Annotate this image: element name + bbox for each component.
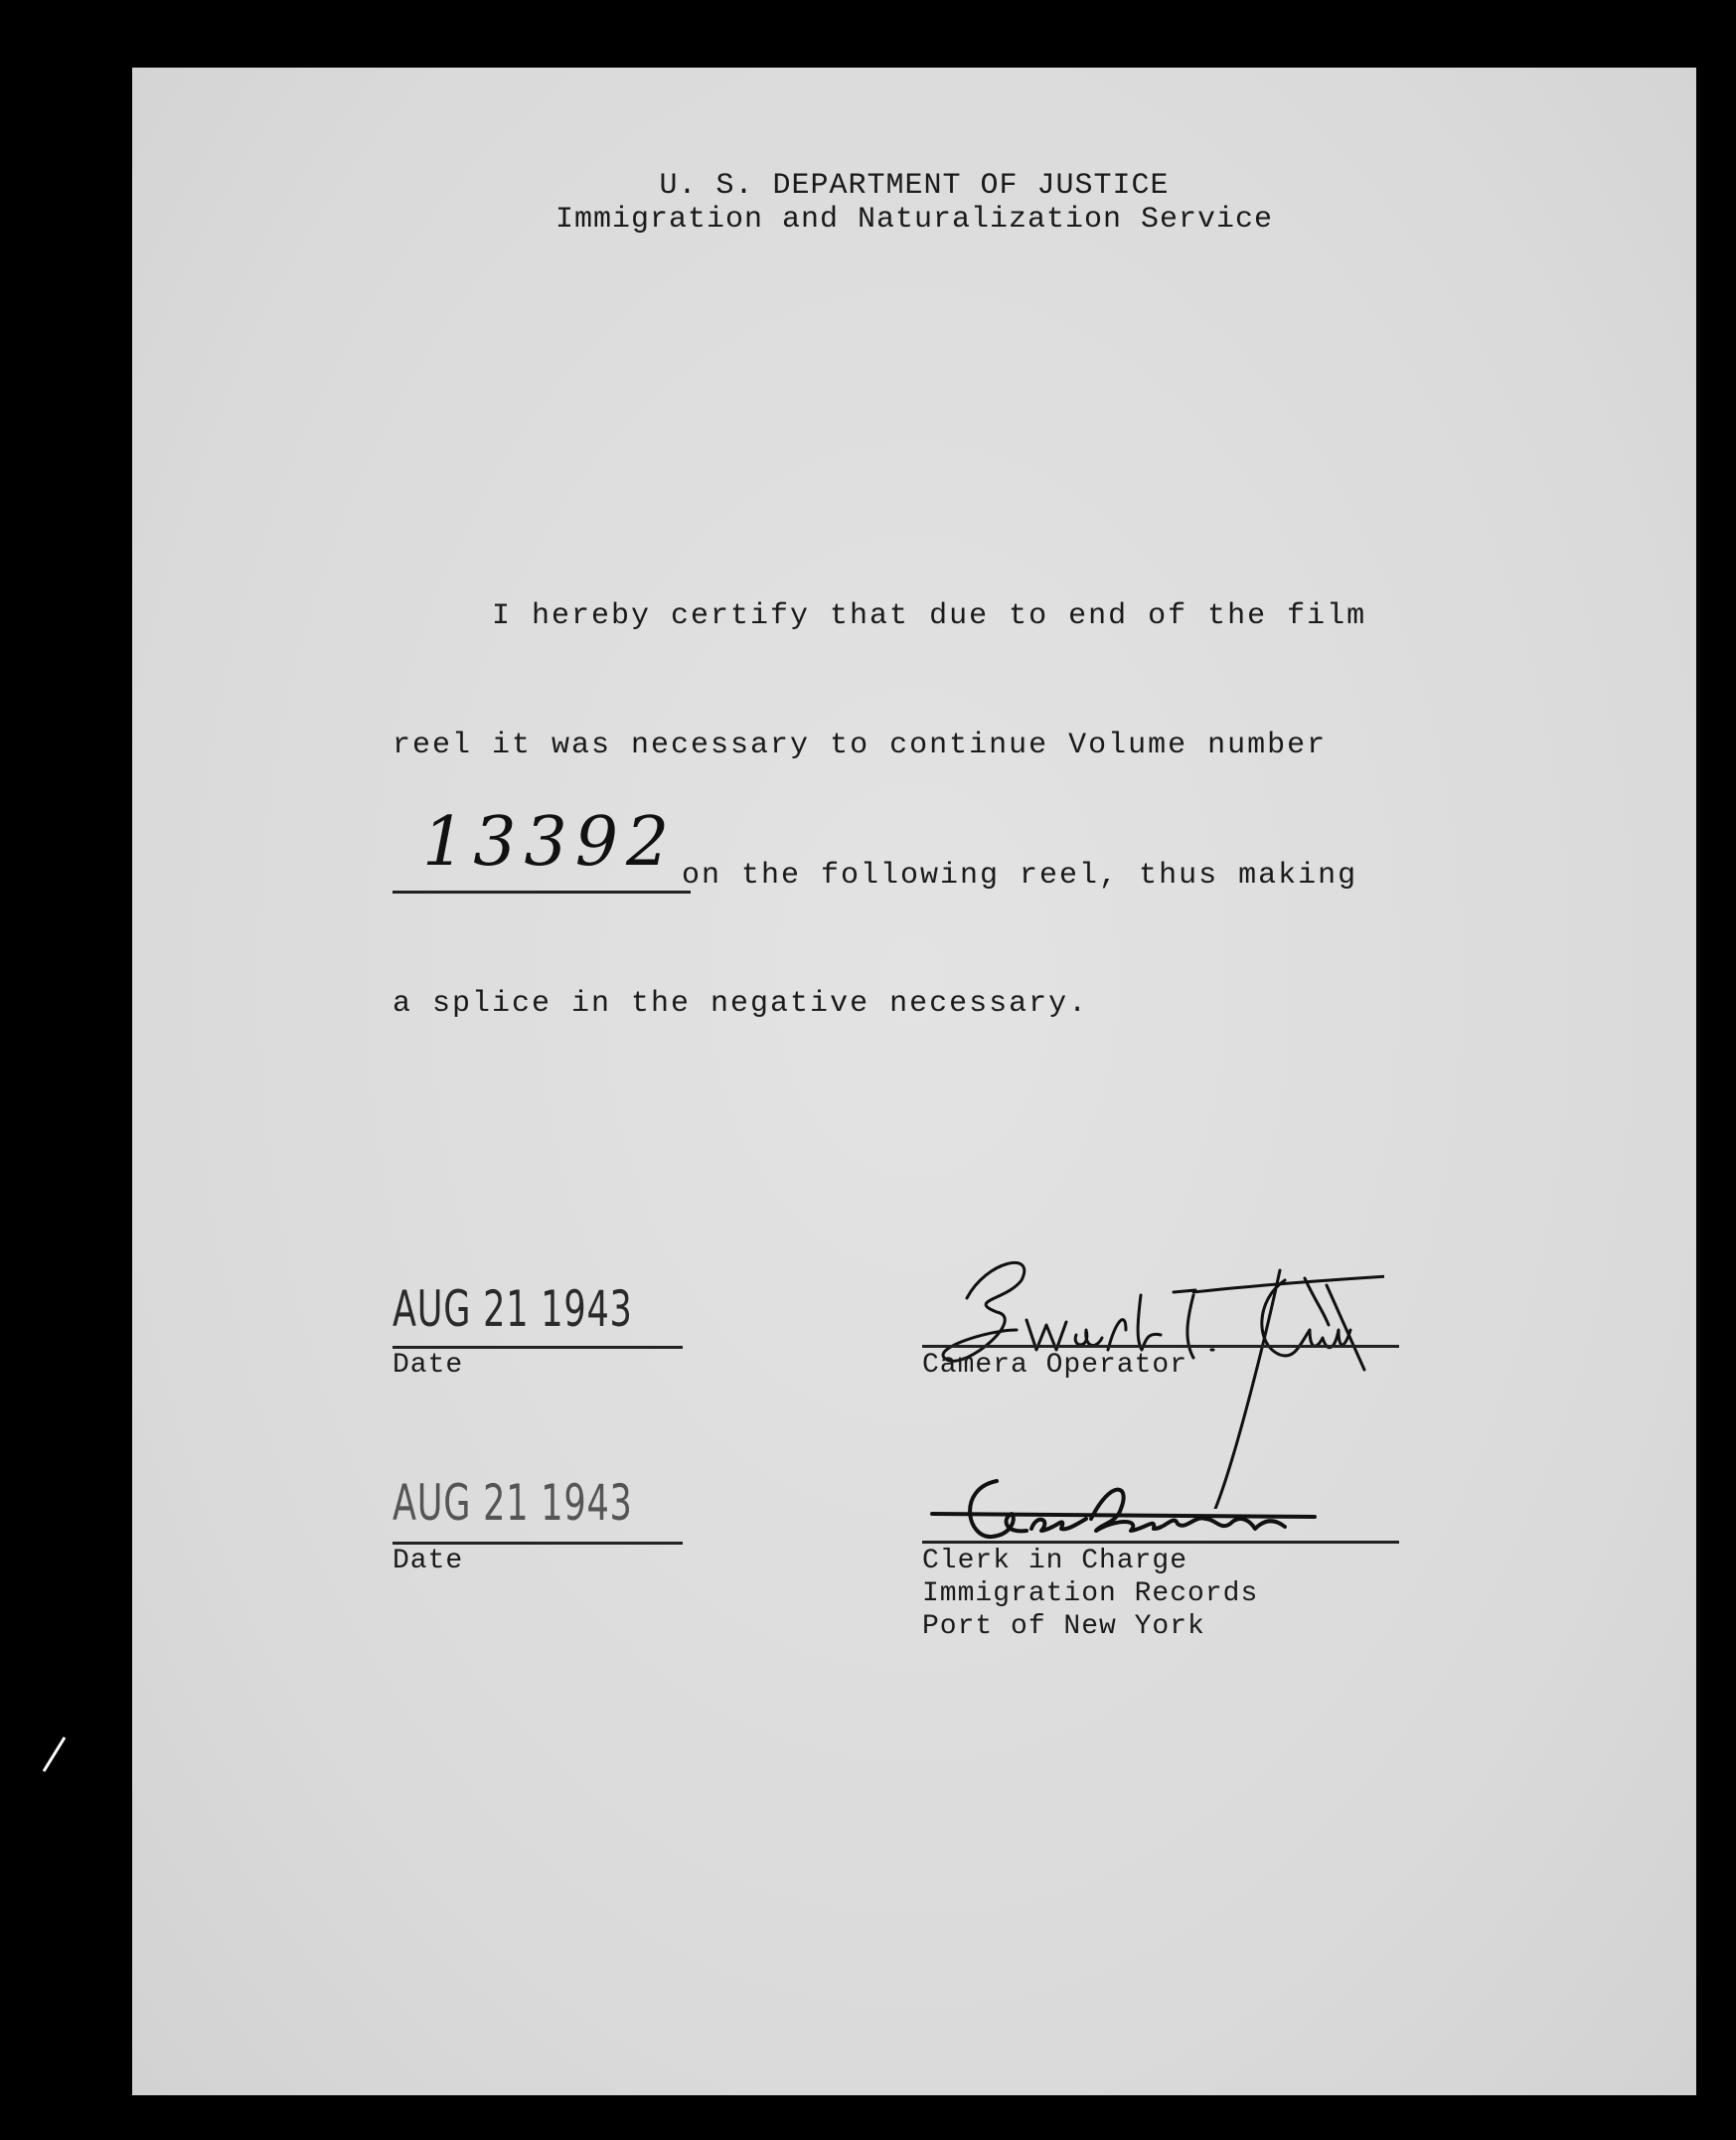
clerk-signature: [917, 1459, 1404, 1559]
clerk-rule: [922, 1541, 1399, 1544]
document-page: [132, 68, 1696, 2095]
date-2-label: Date: [393, 1546, 464, 1576]
volume-number-underline: [393, 891, 691, 894]
service-title: Immigration and Naturalization Service: [554, 203, 1274, 237]
date-1-label: Date: [393, 1350, 464, 1381]
clerk-title-line-3: Port of New York: [922, 1611, 1205, 1642]
film-scratch-mark: [40, 1734, 70, 1774]
date-stamp-1: AUG 21 1943: [393, 1280, 633, 1338]
certification-line-2: reel it was necessary to continue Volume number: [393, 729, 1328, 762]
camera-operator-rule: [922, 1345, 1399, 1348]
date-2-rule: [393, 1542, 683, 1545]
date-1-rule: [393, 1346, 683, 1349]
clerk-title-line-2: Immigration Records: [922, 1578, 1259, 1609]
certification-line-4: a splice in the negative necessary.: [393, 987, 1089, 1021]
certification-line-1: I hereby certify that due to end of the film: [492, 599, 1367, 633]
camera-operator-label: Camera Operator: [922, 1350, 1188, 1381]
certification-line-3: on the following reel, thus making: [682, 859, 1358, 893]
date-stamp-2: AUG 21 1943: [393, 1474, 633, 1532]
volume-number-handwritten: 13392: [422, 803, 678, 882]
clerk-title-line-1: Clerk in Charge: [922, 1546, 1188, 1576]
department-title: U. S. DEPARTMENT OF JUSTICE: [659, 169, 1170, 203]
